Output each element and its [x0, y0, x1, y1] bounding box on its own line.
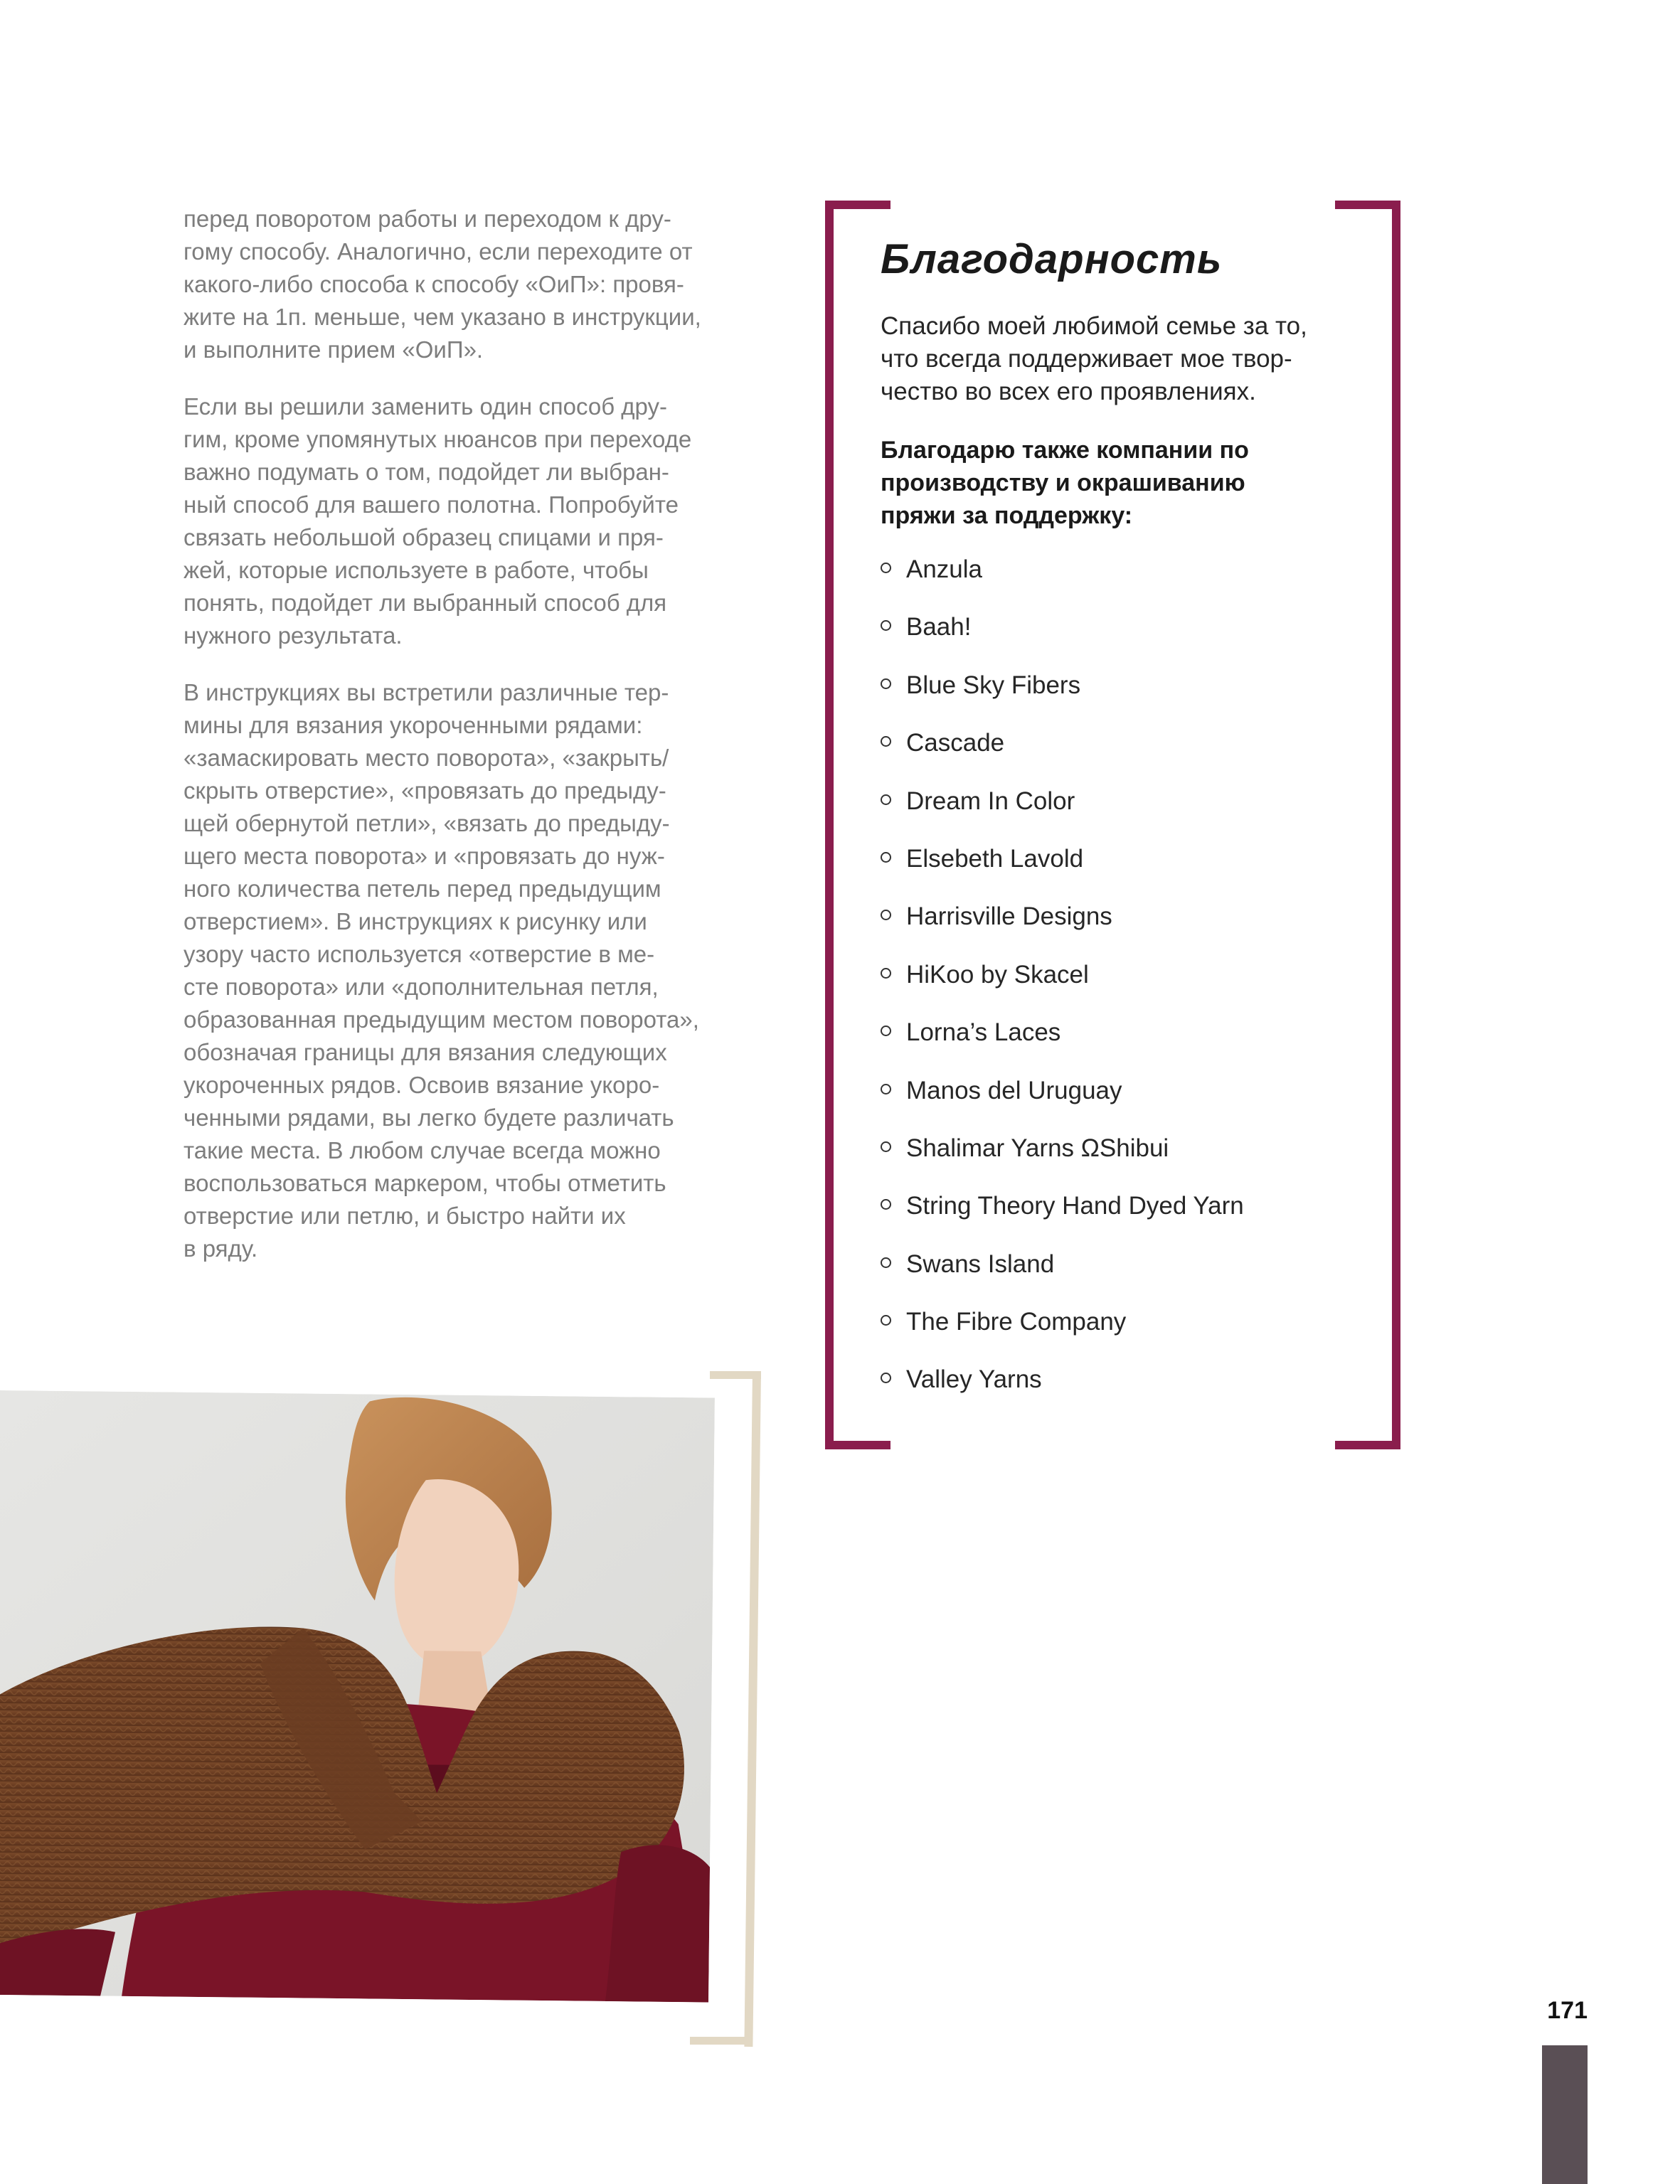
company-name: Anzula [906, 555, 983, 583]
text-line: Благодарю также компании по [881, 437, 1249, 464]
page-number: 171 [1547, 1997, 1588, 2024]
bracket-right-top [1335, 201, 1400, 209]
list-item [881, 669, 1407, 727]
acknowledgements-subheading [881, 434, 1407, 532]
text-line: скрыть отверстие», «провязать до предыду- [184, 777, 666, 804]
circle-bullet-icon [881, 968, 891, 979]
company-name: Manos del Uruguay [906, 1076, 1122, 1104]
body-text-column [184, 203, 767, 1289]
text-line: образованная предыдущим местом поворота», [184, 1006, 699, 1033]
text-line: понять, подойдет ли выбранный способ для [184, 590, 667, 616]
text-line: чество во всех его проявлениях. [881, 378, 1256, 405]
list-item [881, 727, 1407, 784]
company-name: Swans Island [906, 1250, 1055, 1278]
bracket-right-bottom [1335, 1441, 1400, 1449]
photo-bracket-vertical [744, 1371, 761, 2047]
text-line: жите на 1п. меньше, чем указано в инструкции, [184, 304, 701, 330]
text-line: узору часто используется «отверстие в ме- [184, 941, 655, 967]
company-name: Dream In Color [906, 787, 1075, 815]
list-item [881, 553, 1407, 611]
acknowledgements-intro [881, 310, 1407, 408]
list-item [881, 785, 1407, 843]
text-line: ного количества петель перед предыдущим [184, 875, 661, 902]
company-name: The Fibre Company [906, 1308, 1127, 1336]
circle-bullet-icon [881, 736, 891, 747]
text-line: гим, кроме упомянутых нюансов при переходе [184, 426, 692, 452]
text-line: и выполните прием «ОиП». [184, 336, 484, 363]
page-edge-tab [1542, 2045, 1588, 2184]
text-line: перед поворотом работы и переходом к дру- [184, 206, 671, 232]
text-line: укороченных рядов. Освоив вязание укоро- [184, 1072, 660, 1098]
text-line: Спасибо моей любимой семье за то, [881, 312, 1307, 340]
list-item [881, 959, 1407, 1016]
company-name: Blue Sky Fibers [906, 671, 1081, 699]
list-item [881, 1016, 1407, 1074]
list-item [881, 1190, 1407, 1247]
text-line: воспользоваться маркером, чтобы отметить [184, 1170, 666, 1196]
circle-bullet-icon [881, 1315, 891, 1326]
circle-bullet-icon [881, 1373, 891, 1383]
text-line: жей, которые используете в работе, чтобы [184, 557, 649, 583]
bracket-left-vertical [825, 201, 834, 1449]
company-name: Harrisville Designs [906, 902, 1112, 931]
text-line: щего места поворота» и «провязать до нуж- [184, 843, 665, 869]
text-line: обозначая границы для вязания следующих [184, 1039, 667, 1065]
photo-bracket-bottom [690, 2037, 747, 2045]
text-line: пряжи за поддержку: [881, 502, 1133, 529]
photo-illustration [0, 1390, 715, 2002]
text-line: Если вы решили заменить один способ дру- [184, 393, 667, 420]
paragraph-1 [184, 203, 767, 366]
paragraph-2 [184, 390, 767, 652]
text-line: какого-либо способа к способу «ОиП»: провя- [184, 271, 684, 297]
bracket-left-bottom [825, 1441, 890, 1449]
list-item [881, 1132, 1407, 1190]
company-name: Shalimar Yarns ΩShibui [906, 1134, 1169, 1162]
text-line: щей обернутой петли», «вязать до предыду- [184, 810, 670, 836]
text-line: нужного результата. [184, 622, 403, 649]
company-name: Baah! [906, 613, 972, 641]
list-item [881, 1363, 1407, 1421]
text-line: «замаскировать место поворота», «закрыть/ [184, 745, 669, 771]
acknowledgements-box [881, 235, 1407, 1422]
text-line: гому способу. Аналогично, если переходите от [184, 238, 693, 265]
company-name: HiKoo by Skacel [906, 960, 1089, 989]
list-item [881, 1075, 1407, 1132]
circle-bullet-icon [881, 1026, 891, 1036]
circle-bullet-icon [881, 794, 891, 805]
list-item [881, 1306, 1407, 1363]
circle-bullet-icon [881, 678, 891, 689]
bracket-left-top [825, 201, 890, 209]
list-item [881, 843, 1407, 900]
circle-bullet-icon [881, 1257, 891, 1268]
text-line: что всегда поддерживает мое твор- [881, 345, 1292, 373]
text-line: мины для вязания укороченными рядами: [184, 712, 643, 738]
company-name: Elsebeth Lavold [906, 844, 1084, 873]
paragraph-3 [184, 676, 767, 1265]
text-line: отверстие или петлю, и быстро найти их [184, 1203, 626, 1229]
text-line: в ряду. [184, 1235, 258, 1262]
company-name: Cascade [906, 729, 1005, 757]
list-item [881, 900, 1407, 958]
list-item [881, 1248, 1407, 1306]
text-line: производству и окрашиванию [881, 469, 1245, 496]
company-name: Lorna’s Laces [906, 1018, 1061, 1047]
circle-bullet-icon [881, 1199, 891, 1210]
circle-bullet-icon [881, 1141, 891, 1152]
yarn-company-list [881, 553, 1407, 1422]
text-line: важно подумать о том, подойдет ли выбран- [184, 459, 669, 485]
model-shawl-photo [0, 1390, 715, 2002]
list-item [881, 611, 1407, 668]
company-name: String Theory Hand Dyed Yarn [906, 1192, 1244, 1220]
text-line: В инструкциях вы встретили различные тер- [184, 679, 669, 705]
circle-bullet-icon [881, 563, 891, 573]
circle-bullet-icon [881, 852, 891, 863]
text-line: ный способ для вашего полотна. Попробуйте [184, 491, 679, 518]
acknowledgements-title: Благодарность [881, 236, 1223, 282]
text-line: связать небольшой образец спицами и пря- [184, 524, 664, 550]
text-line: отверстием». В инструкциях к рисунку или [184, 908, 647, 934]
company-name: Valley Yarns [906, 1365, 1042, 1394]
circle-bullet-icon [881, 1084, 891, 1094]
text-line: ченными рядами, вы легко будете различать [184, 1104, 674, 1131]
circle-bullet-icon [881, 910, 891, 920]
circle-bullet-icon [881, 620, 891, 631]
text-line: сте поворота» или «дополнительная петля, [184, 974, 659, 1000]
text-line: такие места. В любом случае всегда можно [184, 1137, 661, 1163]
